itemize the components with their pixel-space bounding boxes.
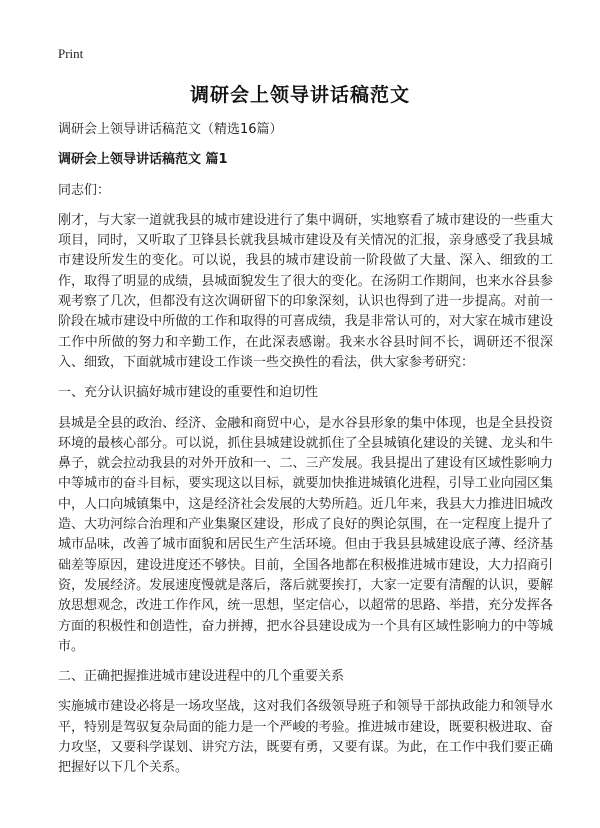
paragraph-section-two: 实施城市建设必将是一场攻坚战，这对我们各级领导班子和领导干部执政能力和领导水平，特别是驾驭复杂局面的能力是一个严峻的考验。推进城市建设，既要积极进取、奋力攻坚，又要科学谋划、讲究方法，既要有勇，又要有谋。为此，在工作中我们要正确把握好以下几个关系。	[58, 699, 553, 776]
paragraph-intro: 刚才，与大家一道就我县的城市建设进行了集中调研，实地察看了城市建设的一些重大项目，同时，又听取了卫锋县长就我县城市建设及有关情况的汇报，亲身感受了我县城市建设所发生的变化。可以说，我县的城市建设前一阶段做了大量、深入、细致的工作，取得了明显的成绩，县城面貌发生了很大的变化。在汤阴工作期间，也来水谷县参观考察了几次，但都没有这次调研留下的印象深刻，认识也得到了进一步提高。对前一阶段在城市建设中所做的工作和取得的可喜成绩，我是非常认可的，对大家在城市建设工作中所做的努力和辛勤工作，在此深表感谢。我来水谷县时间不长，调研还不很深入、细致，下面就城市建设工作谈一些交换性的看法，供大家参考研究：	[58, 212, 553, 370]
section-title: 调研会上领导讲话稿范文 篇1	[58, 152, 228, 168]
document-title: 调研会上领导讲话稿范文	[189, 84, 410, 106]
greeting: 同志们：	[58, 182, 111, 198]
heading-section-two: 二、正确把握推进城市建设进程中的几个重要关系	[58, 669, 345, 685]
print-label: Print	[58, 46, 84, 61]
paragraph-section-one: 县城是全县的政治、经济、金融和商贸中心，是水谷县形象的集中体现，也是全县投资环境的最核心部分。可以说，抓住县城建设就抓住了全县城镇化建设的关键、龙头和牛鼻子，就会拉动我县的对外开放和一、二、三产发展。我县提出了建设有区域性影响力中等城市的奋斗目标，要实现这以目标，就要加快推进城镇化进程，引导工业向园区集中，人口向城镇集中，这是经济社会发展的大势所趋。近几年来，我县大力推进旧城改造、大功河综合治理和产业集聚区建设，形成了良好的舆论氛围，在一定程度上提升了城市品味，改善了城市面貌和居民生产生活环境。但由于我县县城建设底子薄、经济基础差等原因，建设进度还不够快。目前，全国各地都在积极推进城市建设，大力招商引资，发展经济。发展速度慢就是落后，落后就要挨打，大家一定要有清醒的认识，要解放思想观念，改进工作作风，统一思想，坚定信心，以超常的思路、举措，充分发挥各方面的积极性和创造性，奋力拼搏，把水谷县建设成为一个具有区域性影响力的中等城市。	[58, 415, 553, 654]
document-subtitle: 调研会上领导讲话稿范文（精选16篇）	[58, 122, 283, 137]
document-body	[58, 120, 553, 789]
heading-section-one: 一、充分认识搞好城市建设的重要性和迫切性	[58, 385, 319, 401]
